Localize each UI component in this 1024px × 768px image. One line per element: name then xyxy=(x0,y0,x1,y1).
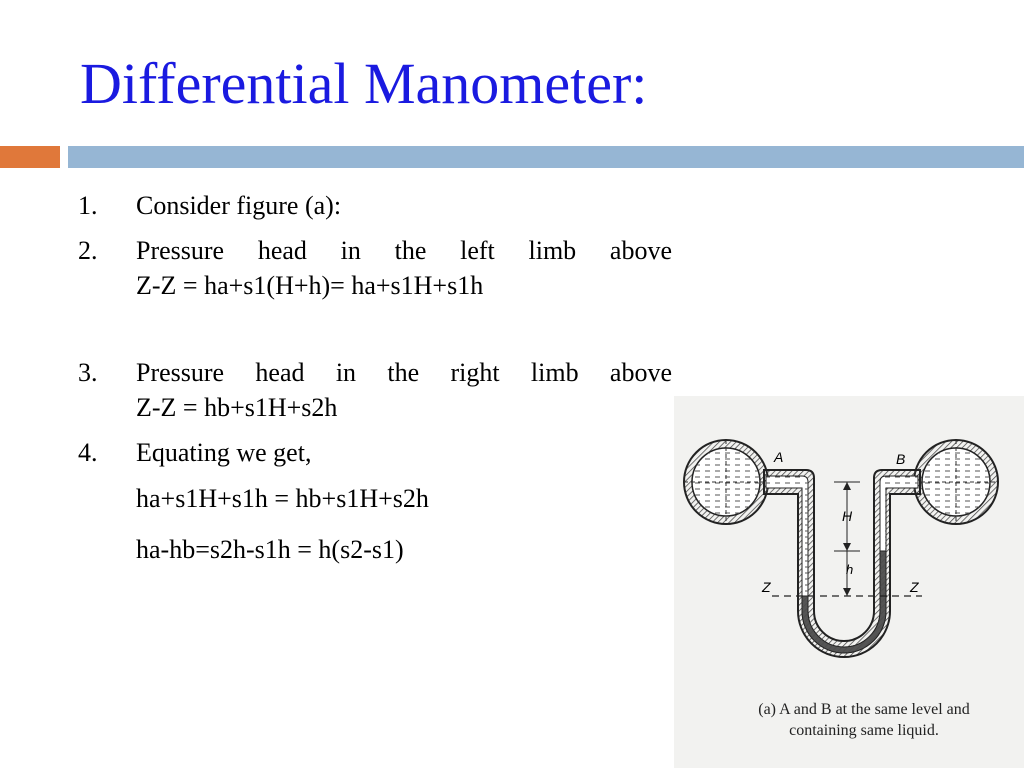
list-number: 4. xyxy=(78,438,98,468)
caption-line: (a) A and B at the same level and xyxy=(758,701,970,718)
list-number: 1. xyxy=(78,191,98,220)
list-text-line: Pressure head in the right limb above xyxy=(136,358,672,388)
caption-line: containing same liquid. xyxy=(789,721,939,739)
page-title: Differential Manometer: xyxy=(80,51,648,116)
manometer-figure xyxy=(674,396,1024,768)
label-h-upper: H xyxy=(842,508,853,524)
list-item xyxy=(78,435,672,470)
equation-line: ha+s1H+s1h = hb+s1H+s2h xyxy=(136,483,429,513)
vessel-b xyxy=(914,440,998,524)
slide-body xyxy=(78,188,672,583)
label-z-right: Z xyxy=(910,579,919,595)
list-number: 2. xyxy=(78,236,98,266)
u-tube xyxy=(764,470,920,657)
list-number: 3. xyxy=(78,358,98,388)
label-b: B xyxy=(896,451,906,467)
list-text-line: Z-Z = ha+s1(H+h)= ha+s1H+s1h xyxy=(136,271,484,301)
equation-line: ha-hb=s2h-s1h = h(s2-s1) xyxy=(136,534,404,564)
label-a: A xyxy=(774,449,784,465)
label-z-left: Z xyxy=(762,579,771,595)
dimension-lines xyxy=(834,482,860,596)
vessel-a xyxy=(684,440,768,524)
label-h-lower: h xyxy=(846,562,854,577)
list-item xyxy=(78,355,672,425)
list-text: Equating we get, xyxy=(136,438,312,468)
title-divider-bar xyxy=(68,146,1024,168)
title-accent-bar xyxy=(0,146,60,168)
list-item xyxy=(78,188,672,223)
list-text-line: Pressure head in the left limb above xyxy=(136,236,672,266)
figure-caption xyxy=(714,700,1014,742)
list-item xyxy=(78,233,672,303)
list-text: Consider figure (a): xyxy=(136,191,342,220)
list-text-line: Z-Z = hb+s1H+s2h xyxy=(136,393,338,423)
manometer-diagram xyxy=(674,396,1024,696)
